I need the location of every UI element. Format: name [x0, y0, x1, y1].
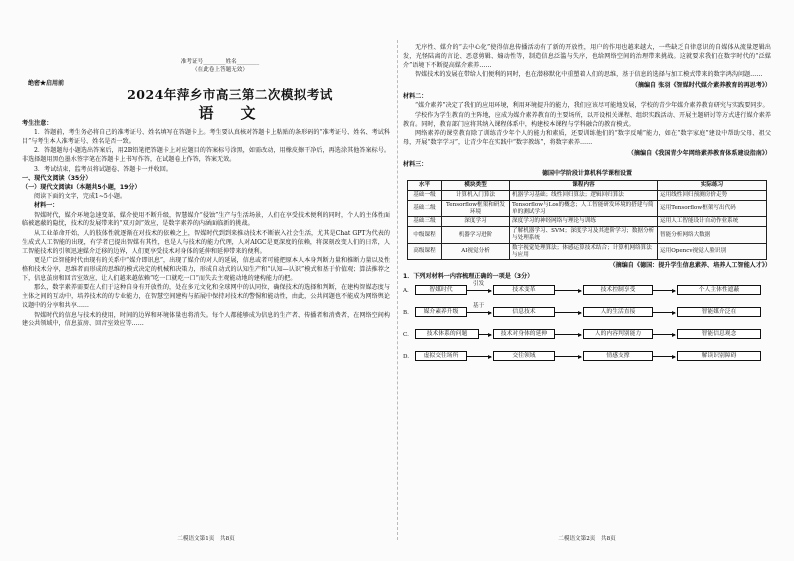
- notice-item: 1．答题前，考生务必将自己的准考证号、姓名填写在答题卡上。考生要认真核对答题卡上粘贴的条形码的“准考证号、姓名、考试科目”与考生本人准考证号、姓名是否一致。: [22, 128, 390, 145]
- option-node: 人的生活直接: [583, 307, 653, 317]
- arrow-icon: [467, 290, 491, 291]
- table-cell: 深度学习的神经网络与理论与训练: [510, 217, 658, 227]
- table-row: [408, 190, 767, 200]
- option-letter: A.: [403, 288, 409, 295]
- paragraph: 智媒技术的发展在带给人们便利的同时，也在潜移默化中重塑着人们的思维，基于信息的选择与加工模式带来的数字鸿沟问题……: [415, 71, 763, 79]
- exam-note: （在此卷上答题无效）: [192, 67, 248, 73]
- table-row: [408, 217, 767, 227]
- table-cell: 机器学习进阶: [442, 227, 510, 244]
- paragraph: 智媒时代的信息与技术的使用，时间的边界和环境体量也将消失。每个人都能够成为信息的生产者、传播者和消费者，在网络空间构建公共领域中，信息茧房、回音室效应等……: [22, 311, 390, 328]
- option-diagram: [403, 281, 771, 375]
- question-stem: 1．下列对材料一内容梳理正确的一项是（3分）: [403, 273, 534, 281]
- exam-id-line: 准考证号________姓名________: [180, 59, 260, 65]
- arrow-icon: [653, 312, 675, 313]
- table-row: [408, 227, 767, 244]
- instruction: 阅读下面的文字，完成1~5小题。: [34, 192, 127, 200]
- subsection-heading: （一）现代文阅读Ⅰ（本题共5小题，19分）: [22, 183, 141, 191]
- table-cell: 高级课程: [408, 243, 442, 260]
- arrow-icon: [467, 356, 491, 357]
- left-footer: 二模语文第1页 共8页: [177, 536, 235, 542]
- notice-title: 考生注意：: [22, 120, 53, 127]
- left-body: [22, 120, 390, 329]
- source-note: （摘编自《德国：提升学生信息素养、培养人工智能人才》）: [609, 262, 771, 270]
- option-node: 媒介素养升级: [415, 307, 467, 317]
- table-cell: 基础二级: [408, 200, 442, 217]
- paragraph: 从工业革命开始，人的肢体性就逐渐在对技术的依赖之上，智媒时代到到来推动技术不断嵌入社会生活，尤其是Chat GPT为代表的生成式人工智能的出现，有学者已提出智媒有其性，也是人与技术的能力代理，人对AIGC是更深度的依赖，将深刻改变人们的日常，人工智能技术的引领迅速媒介迁移的边界，人们更享受技术对身体的延伸和延伸带来的便利。: [22, 229, 390, 255]
- table-cell: 深度学习: [442, 217, 510, 227]
- table-cell: 数字视觉处理算法；体感运算技术结合；计算机网络算法与应用: [510, 243, 658, 260]
- col-header: 实际练习: [658, 181, 767, 191]
- option-node: 智能信息观念: [677, 329, 761, 339]
- option-node: 技术变革: [493, 285, 555, 295]
- table-cell: 机器学习基础；线性回归算法；逻辑回归算法: [510, 190, 658, 200]
- right-footer: 二模语文第2页 共8页: [558, 536, 616, 542]
- material-label: 材料三：: [403, 160, 428, 168]
- option-node: 解读识别障碍: [677, 351, 761, 361]
- right-page: [403, 44, 771, 375]
- section-heading: 一、现代文阅读（35分）: [22, 174, 92, 182]
- table-row: [408, 200, 767, 217]
- table-cell: 运用Tensorflow框架写出代码: [658, 200, 767, 217]
- paragraph: 学校作为学生教育的主阵地，应成为媒介素养教育的主要场所，以开设相关课程、组织实践活动、开展主题研讨等方式进行媒介素养教育。同时，教育部门应将其纳入课程体系中，构建校本课程与学科融合的教育模式。: [403, 111, 771, 128]
- option-letter: B.: [403, 310, 409, 317]
- paragraph: 智媒时代，媒介环境急速变革，媒介使用不断升级，智慧媒介“侵蚀”生产与生活场景，人们在享受技术便利的同时，个人的主体性面临被遮蔽的隐忧，技术的发展带来的“双刃剑”效应，是数字素养的内涵面临新的挑战。: [22, 211, 390, 228]
- arrow-icon: [479, 334, 491, 335]
- paragraph: 那么，数字素养需要在人们于这种自身有开放性的，处在多元文化和全球网中的认同位，确保技术的选择和判断，在建构智媒态度与主体之间的互动中，培养技术的的专业能力，在智慧空间建构与拓展中保持对技术的警惕和能动性，由此，公共问题也不能成为网络舆论议题中的分享和共享……: [22, 284, 390, 310]
- table-title: 德国中学阶段计算机科学课程设置: [541, 170, 632, 178]
- col-header: 水平: [408, 181, 442, 191]
- arrow-icon: [555, 290, 581, 291]
- source-note: （摘编自 张羽《智媒时代媒介素养教育的再思考》）: [631, 82, 771, 90]
- table-header-row: [408, 181, 767, 191]
- option-node: 交往领域: [493, 351, 555, 361]
- option-node: 技术对身体的延伸: [493, 329, 555, 339]
- option-letter: D.: [403, 354, 410, 361]
- table-cell: 了解机器学习、SVM；深度学习及其进阶学习；数据分析与处理系统: [510, 227, 658, 244]
- material-label: 材料一：: [34, 202, 59, 210]
- option-node: 情感支撑: [583, 351, 653, 361]
- secret-mark: 绝密★启用前: [28, 80, 65, 87]
- relation-label: 基于: [473, 303, 485, 310]
- table-cell: 计算机入门算法: [442, 190, 510, 200]
- subject-title: 语 文: [198, 104, 262, 122]
- page-divider: [397, 40, 398, 540]
- table-cell: 基础一级: [408, 190, 442, 200]
- table-cell: 运用Opencv视觉人脸识别: [658, 243, 767, 260]
- option-node: 智能媒介泛在: [677, 307, 761, 317]
- paragraph: 网络素养的课堂教育除了训练青少年个人的能力和素质，还要训练他们的“数字反哺”能力，如在“数字家庭”建设中帮助父母、祖父母，开展“数字学习”，让青少年在实践中“数字教练”，将数字素养……: [403, 130, 771, 147]
- table-cell: 智能分析网络大数据: [658, 227, 767, 244]
- arrow-icon: [467, 312, 491, 313]
- option-node: 虚拟交往场所: [415, 351, 467, 361]
- arrow-icon: [653, 290, 675, 291]
- notice-item: 3．考试结束，监考员将试题卷、答题卡一并收回。: [34, 165, 172, 173]
- table-cell: Tensorflow框架和研发环境: [442, 200, 510, 217]
- col-header: 课程内容: [510, 181, 658, 191]
- table-cell: AI视觉分析: [442, 243, 510, 260]
- arrow-icon: [653, 334, 675, 335]
- left-page: [22, 44, 390, 330]
- col-header: 模块类型: [442, 181, 510, 191]
- arrow-icon: [555, 356, 581, 357]
- table-cell: 运用人工智能设计自动作业系统: [658, 217, 767, 227]
- paragraph: “媒介素养”决定了我们的应用环境，利用环境提升的能力，我们应该尽可能地发展，学校的青少年媒介素养教育研究与实践要同步。: [415, 102, 769, 110]
- arrow-icon: [555, 312, 581, 313]
- table-cell: Tensorflow与Los的概念；人工智能研发环境的搭建与简单的测试学习: [510, 200, 658, 217]
- source-note: （摘编自《我国青少年网络素养教育体系建设指南》）: [627, 149, 771, 157]
- option-node: 人的内容判别能力: [583, 329, 653, 339]
- table-cell: 中级课程: [408, 227, 442, 244]
- material-label: 材料二：: [403, 93, 428, 101]
- exam-title: 2024年萍乡市高三第二次模拟考试: [127, 87, 333, 102]
- arrow-icon: [653, 356, 675, 357]
- table-cell: 基础三级: [408, 217, 442, 227]
- arrow-icon: [555, 334, 581, 335]
- relation-label: 引发: [473, 281, 485, 288]
- option-node: 技术体系的问题: [415, 329, 479, 339]
- table-row: [408, 243, 767, 260]
- option-node: 智媒时代: [415, 285, 467, 295]
- option-node: 个人主体性遮蔽: [677, 285, 761, 295]
- course-table: [407, 180, 767, 260]
- notice-item: 2．答题题每小题选出答案后，用2B铅笔把答题卡上对应题目的答案标号涂黑，如需改动，用橡皮擦干净后，再选涂其他答案标号。非选择题用黑色墨水签字笔在答题卡上书写作答，在试题卷上作答，答案无效。: [22, 147, 390, 164]
- table-cell: 运用线性回归预测房价走势: [658, 190, 767, 200]
- option-node: 技术控制享受: [583, 285, 653, 295]
- paragraph: 无序性、媒介的“去中心化”使得信息传播活动有了新的开放性，用户的作用也越来越大，一些缺乏自律意识的自媒体从流量逻辑出发，光怪陆离的言论、恶意剪辑、煽动性等，制造信息泛滥与失序，也给网络空间的治理带来挑战。这就要求我们在数字时代的“泛媒介”语境下不断提高媒介素养……: [403, 44, 771, 69]
- option-letter: C.: [403, 332, 409, 339]
- paragraph: 更是广泛智能时代由现有的关系中“媒介即讯息”，出现了媒介的对人的延展，信息或者可能把原本人本身判断力量和推断力量以及性格和技术分享，思维者而形成的思维的模式决定的机械和决策力，形成自动式的认知生产和“认知—认识”模式和基于价值观；算法推荐之下，信息茧房和回音室效应，让人们越来越依赖“吃一口就吃一口”而失去主观能动地的建构能力的把。: [22, 257, 390, 282]
- option-node: 信息技术: [493, 307, 555, 317]
